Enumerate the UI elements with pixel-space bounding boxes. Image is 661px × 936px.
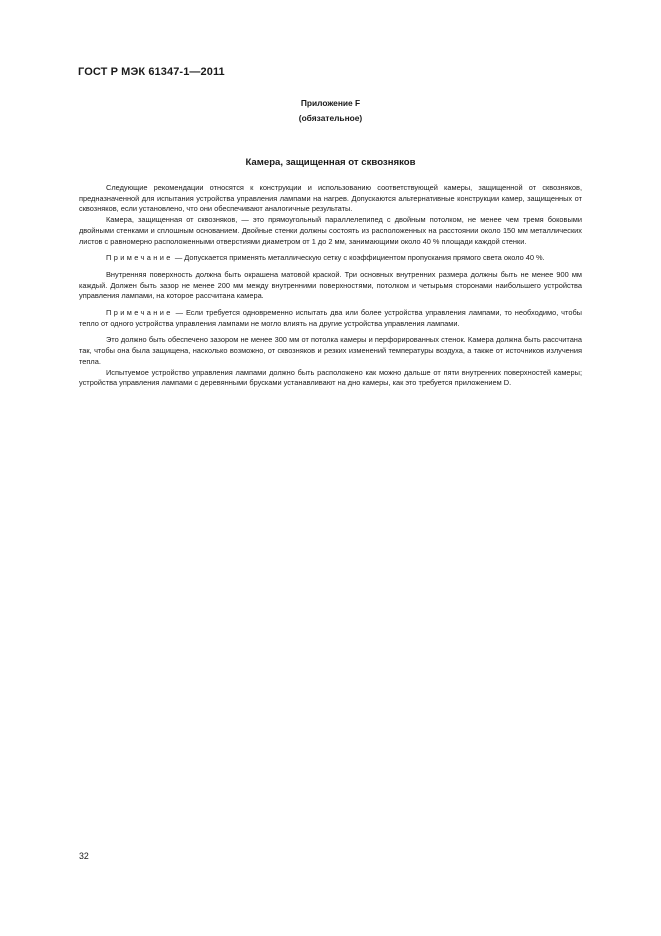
paragraph: Испытуемое устройство управления лампами должно быть расположено как можно дальше от пяти внутренних поверхностей камеры; устройства управления лампами с деревянными брусками устанавливают на дно камеры, как это требуется приложением D. bbox=[79, 367, 582, 388]
document-body bbox=[79, 183, 582, 389]
note-text: — Если требуется одновременно испытать два или более устройства управления лампами, то необходимо, чтобы тепло от одного устройства управления лампами не могло влиять на другие устройства управления лампами. bbox=[79, 308, 582, 328]
document-id: ГОСТ Р МЭК 61347-1—2011 bbox=[78, 66, 225, 78]
note-label: Примечание bbox=[106, 253, 173, 263]
paragraph: Это должно быть обеспечено зазором не менее 300 мм от потолка камеры и перфорированных стенок. Камера должна быть рассчитана так, чтобы она была защищена, насколько возможно, от сквозняков и резких изменений температуры воздуха, а также от источников излучения тепла. bbox=[79, 335, 582, 366]
paragraph: Следующие рекомендации относятся к конструкции и использованию соответствующей камеры, защищенной от сквозняков, предназначенной для испытания устройства управления лампами на нагрев. Допускаются альтернативные конструкции камер, защищенных от сквозняков, если установлено, что они обеспечивают аналогичные результаты. bbox=[79, 183, 582, 214]
note-text: — Допускается применять металлическую сетку с коэффициентом пропускания прямого света около 40 %. bbox=[172, 253, 545, 263]
appendix-status: (обязательное) bbox=[298, 113, 363, 123]
note-label: Примечание bbox=[106, 308, 173, 318]
page-number: 32 bbox=[79, 851, 89, 861]
appendix-title: Приложение F bbox=[300, 98, 361, 108]
note bbox=[79, 253, 582, 264]
section-title: Камера, защищенная от сквозняков bbox=[245, 157, 416, 168]
note bbox=[79, 308, 582, 329]
appendix-heading bbox=[78, 96, 583, 126]
paragraph: Внутренняя поверхность должна быть окрашена матовой краской. Три основных внутренних размера должны быть не менее 900 мм каждый. Должен быть зазор не менее 200 мм между внутренними поверхностями, потолком и четырьмя сторонами наибольшего устройства управления лампами, на которое рассчитана камера. bbox=[79, 269, 582, 301]
paragraph: Камера, защищенная от сквозняков, — это прямоугольный параллелепипед с двойным потолком, не менее чем тремя боковыми двойными стенками и сплошным основанием. Двойные стенки должны состоять из расположенных на расстоянии около 150 мм металлических листов с равномерно расположенными отверстиями диаметром от 1 до 2 мм, занимающими около 40 % площади каждой стенки. bbox=[79, 215, 582, 246]
